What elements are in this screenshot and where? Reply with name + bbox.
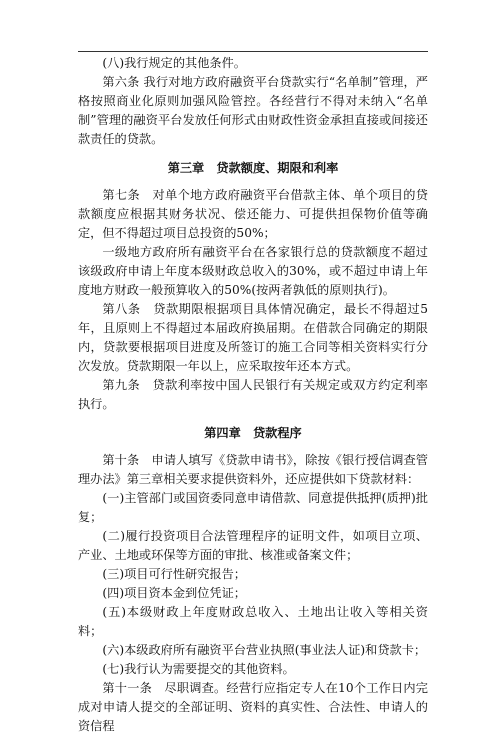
required-material-item: (七)我行认为需要提交的其他资料。 [102, 662, 295, 676]
required-material-item: (三)项目可行性研究报告； [102, 567, 246, 581]
article-10: 第十条 申请人填写《贷款申请书》，除按《银行授信调查管理办法》第三章相关要求提供资料外，还应提供如下贷款材料： [78, 453, 428, 486]
article-8: 第八条 贷款期限根据项目具体情况确定，最长不得超过5年，且原则上不得超过本届政府换届期。在借款合同确定的期限内，贷款要根据项目进度及所签订的施工合同等相关资料实行分次发放。贷款期限一年以上，应采取按年还本方式。 [78, 302, 428, 373]
required-material-item: (四)项目资本金到位凭证； [102, 586, 246, 600]
article-7: 第七条 对单个地方政府融资平台借款主体、单个项目的贷款额度应根据其财务状况、偿还能力、可提供担保物价值等确定，但不得超过项目总投资的50%； [78, 188, 428, 240]
chapter-3-title: 第三章 贷款额度、期限和利率 [167, 161, 339, 175]
chapter-4-title: 第四章 贷款程序 [204, 426, 302, 440]
article-11: 第十一条 尽职调查。经营行应指定专人在10个工作日内完成对申请人提交的全部证明、资料的真实性、合法性、申请人的资信程 [78, 681, 428, 733]
required-material-item: (五)本级财政上年度财政总收入、土地出让收入等相关资料； [78, 605, 428, 638]
condition-item-8: (八)我行规定的其他条件。 [102, 56, 246, 70]
article-7-subparagraph: 一级地方政府所有融资平台在各家银行总的贷款额度不超过该级政府申请上年度本级财政总收入的30%，或不超过申请上年度地方财政一般预算收入的50%(按两者孰低的原则执行)。 [78, 245, 428, 297]
article-6: 第六条 我行对地方政府融资平台贷款实行“名单制”管理，严格按照商业化原则加强风险管控。各经营行不得对未纳入“名单制”管理的融资平台发放任何形式由财政性资金承担直接或间接还款责任的贷款。 [78, 75, 428, 146]
required-material-item: (六)本级政府所有融资平台营业执照(事业法人证)和贷款卡； [102, 643, 427, 657]
article-9: 第九条 贷款利率按中国人民银行有关规定或双方约定利率执行。 [78, 378, 428, 411]
header-rule [78, 51, 428, 52]
required-material-item: (一)主管部门或国资委同意申请借款、同意提供抵押(质押)批复； [78, 491, 428, 524]
required-material-item: (二)履行投资项目合法管理程序的证明文件，如项目立项、产业、土地或环保等方面的审批、核准或备案文件； [78, 529, 428, 562]
